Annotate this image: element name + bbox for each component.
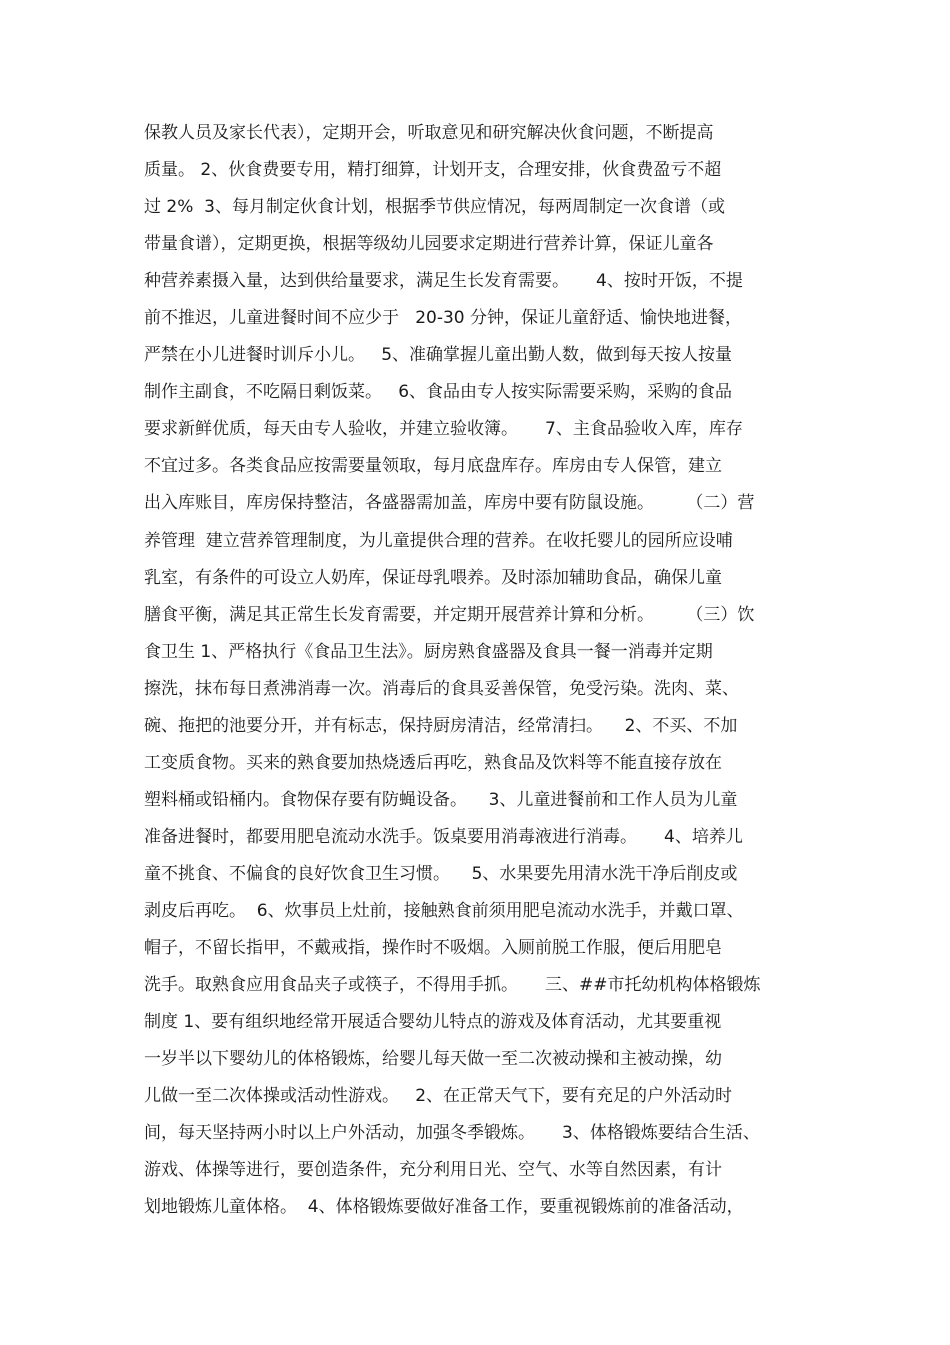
text-line: 带量食谱），定期更换，根据等级幼儿园要求定期进行营养计算，保证儿童各 — [144, 234, 714, 255]
text-line: 洗手。取熟食应用食品夹子或筷子，不得用手抓。 三、##市托幼机构体格锻炼 — [144, 975, 761, 996]
text-line: 质量。 2、伙食费要专用，精打细算，计划开支，合理安排，伙食费盈亏不超 — [144, 160, 722, 181]
text-line: 种营养素摄入量，达到供给量要求，满足生长发育需要。 4、按时开饭，不提 — [144, 271, 743, 292]
text-line: 养管理 建立营养管理制度，为儿童提供合理的营养。在收托婴儿的园所应设哺 — [144, 530, 733, 551]
text-line: 游戏、体操等进行，要创造条件，充分利用日光、空气、水等自然因素，有计 — [144, 1160, 722, 1181]
text-line: 塑料桶或铅桶内。食物保存要有防蝇设备。 3、儿童进餐前和工作人员为儿童 — [144, 789, 738, 810]
text-line: 保教人员及家长代表），定期开会，听取意见和研究解决伙食问题，不断提高 — [144, 123, 714, 143]
text-line: 一岁半以下婴幼儿的体格锻炼，给婴儿每天做一至二次被动操和主被动操，幼 — [144, 1049, 722, 1070]
text-line: 准备进餐时，都要用肥皂流动水洗手。饭桌要用消毒液进行消毒。 4、培养儿 — [144, 826, 743, 847]
text-line: 工变质食物。买来的熟食要加热烧透后再吃，熟食品及饮料等不能直接存放在 — [144, 752, 722, 773]
text-line: 前不推迟，儿童进餐时间不应少于 20-30 分钟，保证儿童舒适、愉快地进餐， — [144, 308, 743, 329]
text-line: 帽子，不留长指甲，不戴戒指，操作时不吸烟。入厕前脱工作服，便后用肥皂 — [144, 938, 722, 959]
text-line: 食卫生 1、严格执行《食品卫生法》。厨房熟食盛器及食具一餐一消毒并定期 — [144, 641, 713, 662]
text-line: 儿做一至二次体操或活动性游戏。 2、在正常天气下，要有充足的户外活动时 — [144, 1086, 733, 1107]
text-line: 膳食平衡，满足其正常生长发育需要，并定期开展营养计算和分析。 （三）饮 — [144, 604, 755, 625]
text-line: 童不挑食、不偏食的良好饮食卫生习惯。 5、水果要先用清水洗干净后削皮或 — [144, 863, 738, 884]
text-line: 划地锻炼儿童体格。 4、体格锻炼要做好准备工作，要重视锻炼前的准备活动， — [144, 1197, 744, 1218]
text-line: 要求新鲜优质，每天由专人验收，并建立验收簿。 7、主食品验收入库，库存 — [144, 419, 743, 440]
text-line: 乳室，有条件的可设立人奶库，保证母乳喂养。及时添加辅助食品，确保儿童 — [144, 567, 722, 588]
text-line: 间，每天坚持两小时以上户外活动，加强冬季锻炼。 3、体格锻炼要结合生活、 — [144, 1123, 760, 1144]
text-line: 不宜过多。各类食品应按需要量领取，每月底盘库存。库房由专人保管，建立 — [144, 456, 722, 477]
text-line: 出入库账目，库房保持整洁，各盛器需加盖，库房中要有防鼠设施。 （二）营 — [144, 493, 755, 514]
body-text — [144, 115, 824, 1226]
text-line: 擦洗，抹布每日煮沸消毒一次。消毒后的食具妥善保管，免受污染。洗肉、菜、 — [144, 678, 739, 699]
text-line: 剥皮后再吃。 6、炊事员上灶前，接触熟食前须用肥皂流动水洗手，并戴口罩、 — [144, 900, 744, 921]
text-line: 制作主副食，不吃隔日剩饭菜。 6、食品由专人按实际需要采购，采购的食品 — [144, 382, 733, 403]
text-line: 制度 1、要有组织地经常开展适合婴幼儿特点的游戏及体育活动，尤其要重视 — [144, 1012, 722, 1033]
text-line: 碗、拖把的池要分开，并有标志，保持厨房清洁，经常清扫。 2、不买、不加 — [144, 715, 738, 736]
text-line: 严禁在小儿进餐时训斥小儿。 5、准确掌握儿童出勤人数，做到每天按人按量 — [144, 345, 733, 366]
text-line: 过 2% 3、每月制定伙食计划，根据季节供应情况，每两周制定一次食谱（或 — [144, 197, 725, 218]
